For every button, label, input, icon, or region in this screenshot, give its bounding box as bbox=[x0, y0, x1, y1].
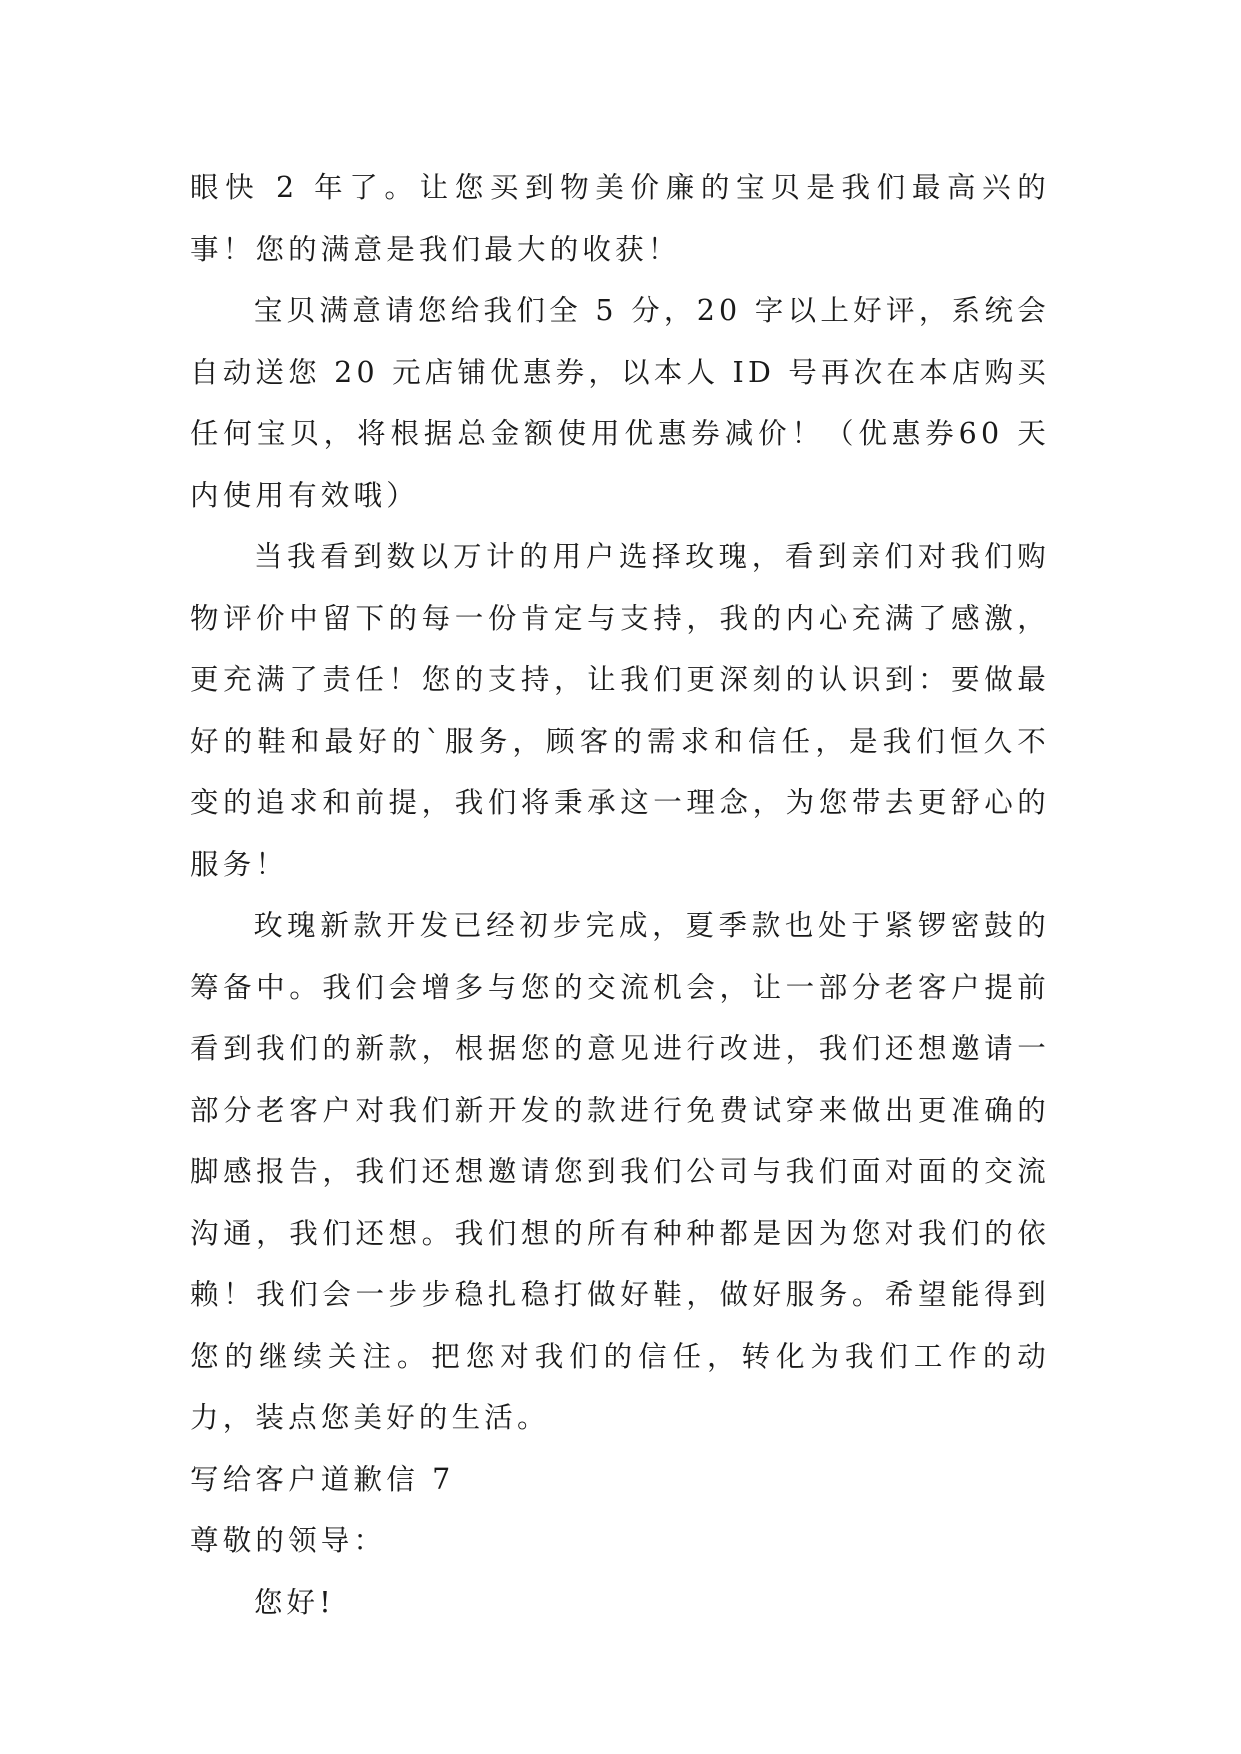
salutation: 尊敬的领导： bbox=[190, 1524, 387, 1557]
paragraph-gratitude: 当我看到数以万计的用户选择玫瑰，看到亲们对我们购物评价中留下的每一份肯定与支持，我的内心充满了感激，更充满了责任！您的支持，让我们更深刻的认识到：要做最好的鞋和最好的`服务，顾客的需求和信任，是我们恒久不变的追求和前提，我们将秉承这一理念，为您带去更舒心的服务！ bbox=[190, 540, 1050, 881]
paragraph-new-products: 玫瑰新款开发已经初步完成，夏季款也处于紧锣密鼓的筹备中。我们会增多与您的交流机会，让一部分老客户提前看到我们的新款，根据您的意见进行改进，我们还想邀请一部分老客户对我们新开发的款进行免费试穿来做出更准确的脚感报告，我们还想邀请您到我们公司与我们面对面的交流沟通，我们还想。我们想的所有种种都是因为您对我们的依赖！我们会一步步稳扎稳打做好鞋，做好服务。希望能得到您的继续关注。把您对我们的信任，转化为我们工作的动力，装点您美好的生活。 bbox=[190, 909, 1050, 1434]
document-body bbox=[190, 157, 1050, 1633]
section-heading: 写给客户道歉信 7 bbox=[190, 1462, 455, 1496]
greeting: 您好! bbox=[253, 1585, 335, 1619]
paragraph-continuation: 眼快 2 年了。让您买到物美价廉的宝贝是我们最高兴的事！您的满意是我们最大的收获！ bbox=[190, 171, 1050, 266]
paragraph-coupon: 宝贝满意请您给我们全 5 分，20 字以上好评，系统会自动送您 20 元店铺优惠券，以本人 ID 号再次在本店购买任何宝贝，将根据总金额使用优惠券减价！（优惠券60 天内使用有效哦） bbox=[190, 294, 1050, 512]
